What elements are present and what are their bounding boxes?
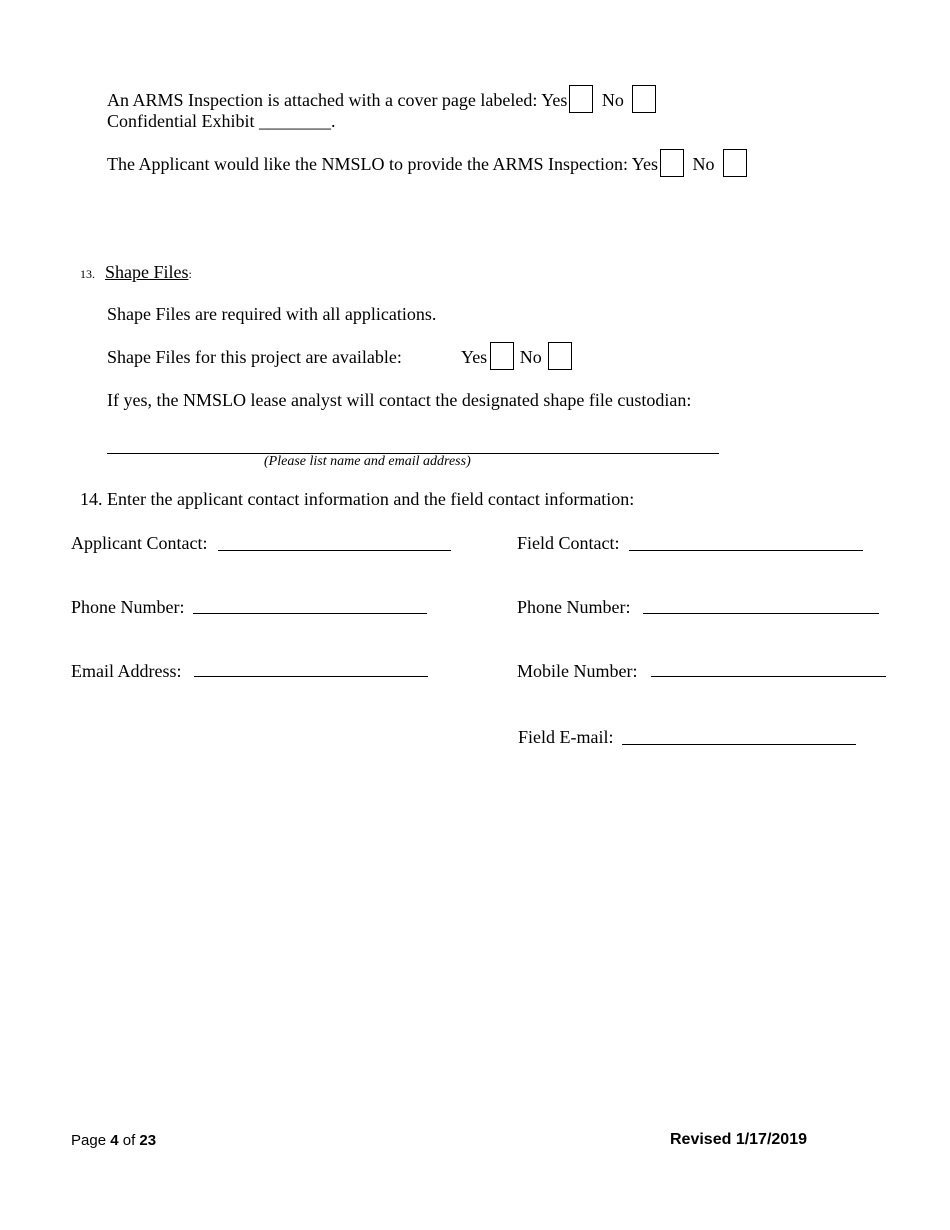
applicant-phone-label: Phone Number: <box>71 597 185 617</box>
field-email-field[interactable] <box>622 744 856 745</box>
page-number <box>71 1132 156 1149</box>
applicant-contact-field[interactable] <box>218 550 451 551</box>
confidential-exhibit: Confidential Exhibit ________. <box>107 111 336 131</box>
section-13-number: 13. <box>80 267 95 281</box>
shape-files-available-options <box>461 347 572 370</box>
field-contact-field[interactable] <box>629 550 863 551</box>
arms-provide-text: The Applicant would like the NMSLO to provide the ARMS Inspection: Yes <box>107 154 658 174</box>
arms-provide-no-checkbox[interactable] <box>723 149 747 177</box>
page-total: 23 <box>139 1132 157 1149</box>
arms-attached-yes-checkbox[interactable] <box>569 85 593 113</box>
section-13-title: Shape Files <box>105 262 189 282</box>
applicant-contact-label: Applicant Contact: <box>71 533 208 553</box>
shape-files-available-label: Shape Files for this project are available: <box>107 347 402 367</box>
custodian-line-caption: (Please list name and email address) <box>264 454 471 469</box>
section-13-heading <box>80 262 192 283</box>
arms-provide-no-label: No <box>692 154 715 174</box>
section-13-colon: : <box>188 267 192 281</box>
shape-files-no-checkbox[interactable] <box>548 342 572 370</box>
shape-files-yes-label: Yes <box>461 347 488 367</box>
shape-files-required: Shape Files are required with all applications. <box>107 304 437 324</box>
revised-date: Revised 1/17/2019 <box>670 1131 807 1148</box>
arms-attached-question <box>107 90 656 113</box>
field-phone-label: Phone Number: <box>517 597 631 617</box>
field-mobile-label: Mobile Number: <box>517 661 638 681</box>
shape-files-yes-checkbox[interactable] <box>490 342 514 370</box>
page-word: Page <box>71 1132 107 1149</box>
field-contact-label: Field Contact: <box>517 533 620 553</box>
section-14-heading: 14. Enter the applicant contact information and the field contact information: <box>80 489 635 509</box>
field-phone-field[interactable] <box>643 613 879 614</box>
applicant-email-label: Email Address: <box>71 661 182 681</box>
arms-attached-no-label: No <box>601 90 624 110</box>
applicant-email-field[interactable] <box>194 676 428 677</box>
shape-files-no-label: No <box>519 347 542 367</box>
field-email-label: Field E-mail: <box>518 727 614 747</box>
page-of-word: of <box>122 1132 136 1149</box>
arms-provide-question <box>107 154 747 177</box>
custodian-instruction: If yes, the NMSLO lease analyst will contact the designated shape file custodian: <box>107 390 692 410</box>
arms-provide-yes-checkbox[interactable] <box>660 149 684 177</box>
arms-attached-text: An ARMS Inspection is attached with a cover page labeled: Yes <box>107 90 568 110</box>
field-mobile-field[interactable] <box>651 676 886 677</box>
arms-attached-no-checkbox[interactable] <box>632 85 656 113</box>
page-current: 4 <box>110 1132 119 1149</box>
applicant-phone-field[interactable] <box>193 613 427 614</box>
